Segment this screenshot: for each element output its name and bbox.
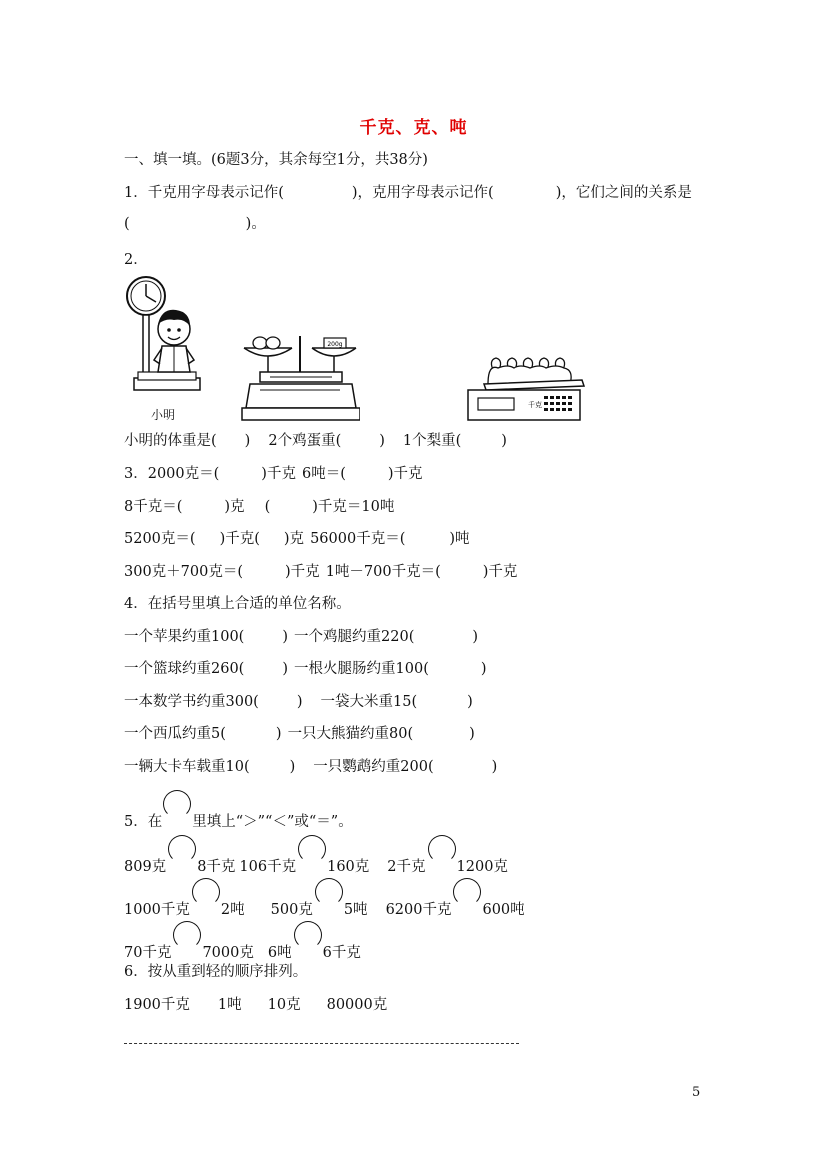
compare-circle-icon[interactable] xyxy=(173,921,201,949)
q4-l4-d: ) xyxy=(469,726,475,742)
q3-l3-d: 56000千克＝( xyxy=(310,531,406,547)
q5-l3-d: 6千克 xyxy=(322,945,361,961)
question-5-line-3 xyxy=(124,931,361,963)
q3-l1-a: 3．2000克＝( xyxy=(124,466,220,482)
q1-text-a: 1．千克用字母表示记作( xyxy=(124,185,284,201)
q4-l3-a: 一本数学书约重300( xyxy=(124,694,259,710)
q5-l1-b: 8千克 xyxy=(197,859,236,875)
q1-text-b: )，克用字母表示记作( xyxy=(351,185,494,201)
q2-close-1: ) xyxy=(244,433,251,449)
question-4-line-1 xyxy=(124,627,478,647)
q5-l3-b: 7000克 xyxy=(202,945,254,961)
compare-circle-icon[interactable] xyxy=(168,835,196,863)
question-2-number: 2． xyxy=(124,252,148,268)
balance-scale-illustration xyxy=(240,328,360,424)
q5-l1-d: 160克 xyxy=(327,859,370,875)
q5-l1-f: 1200克 xyxy=(456,859,508,875)
q3-l3-e: )吨 xyxy=(449,531,470,547)
q3-l2-b: )克 xyxy=(224,499,245,515)
q4-l2-b: ) xyxy=(282,661,289,677)
q3-l3-a: 5200克＝( xyxy=(124,531,196,547)
q4-l1-d: ) xyxy=(472,629,479,645)
q4-l2-a: 一个篮球约重260( xyxy=(124,661,245,677)
person-caption: 小明 xyxy=(151,408,176,422)
question-1-line-2 xyxy=(124,214,266,234)
q3-l4-c: 1吨－700千克＝( xyxy=(325,564,441,580)
q2-close-3: ) xyxy=(501,433,507,449)
q3-l2-a: 8千克＝( xyxy=(124,499,183,515)
q1-text-c: )，它们之间的关系是 xyxy=(555,185,692,201)
compare-circle-icon[interactable] xyxy=(315,878,343,906)
question-2-line xyxy=(124,431,507,451)
question-1-line-1 xyxy=(124,183,692,203)
q1-text-d: ( xyxy=(124,216,130,232)
q4-l4-c: 一只大熊猫约重80( xyxy=(287,726,414,742)
weight-label: 200g xyxy=(327,341,343,348)
q5-text-a: 5．在 xyxy=(124,814,163,830)
question-6-intro: 6．按从重到轻的顺序排列。 xyxy=(124,964,308,980)
page-number: 5 xyxy=(692,1085,701,1100)
question-3-line-2 xyxy=(124,497,394,517)
question-3-line-1 xyxy=(124,464,423,484)
q4-l4-a: 一个西瓜约重5( xyxy=(124,726,226,742)
q6-item-2: 1吨 xyxy=(217,997,242,1013)
question-4-line-4 xyxy=(124,724,475,744)
compare-circle-icon[interactable] xyxy=(453,878,481,906)
question-4-line-2 xyxy=(124,659,487,679)
question-4-line-5 xyxy=(124,757,497,777)
q5-l1-a: 809克 xyxy=(124,859,167,875)
q4-l3-d: ) xyxy=(467,694,473,710)
q3-l2-c: ( xyxy=(264,499,271,515)
page-title: 千克、克、吨 xyxy=(359,118,468,138)
compare-circle-icon[interactable] xyxy=(192,878,220,906)
q2-close-2: ) xyxy=(379,433,385,449)
q4-l2-d: ) xyxy=(480,661,487,677)
q5-l1-c: 106千克 xyxy=(239,859,297,875)
q3-l4-a: 300克＋700克＝( xyxy=(124,564,244,580)
q4-l3-b: ) xyxy=(296,694,303,710)
display-unit-label: 千克 xyxy=(528,401,542,409)
compare-circle-icon[interactable] xyxy=(298,835,326,863)
q4-l5-c: 一只鹦鹉约重200( xyxy=(313,759,434,775)
q5-l2-a: 1000千克 xyxy=(124,902,190,918)
question-3-line-3 xyxy=(124,529,470,549)
question-3-line-4 xyxy=(124,562,517,582)
q3-l1-b: )千克 xyxy=(261,466,296,482)
q4-l2-c: 一根火腿肠约重100( xyxy=(294,661,429,677)
q4-l1-c: 一个鸡腿约重220( xyxy=(294,629,415,645)
q3-l3-c: )克 xyxy=(283,531,305,547)
q6-item-4: 80000克 xyxy=(326,997,388,1013)
answer-line xyxy=(124,1043,519,1044)
q5-l2-c: 500克 xyxy=(270,902,313,918)
q3-l1-d: )千克 xyxy=(387,466,423,482)
q5-l2-d: 5吨 xyxy=(343,902,368,918)
q5-l1-e: 2千克 xyxy=(387,859,426,875)
person-on-scale-illustration xyxy=(124,274,204,424)
question-5-line-1 xyxy=(124,845,508,877)
q3-l4-b: )千克 xyxy=(285,564,320,580)
q5-l2-f: 600吨 xyxy=(482,902,525,918)
compare-circle-icon[interactable] xyxy=(428,835,456,863)
question-6-items xyxy=(124,995,387,1015)
q2-pear: 1个梨重( xyxy=(402,433,462,449)
q2-body-weight: 小明的体重是( xyxy=(124,433,217,449)
q2-eggs: 2个鸡蛋重( xyxy=(268,433,342,449)
q4-l5-d: ) xyxy=(491,759,498,775)
q1-text-e: )。 xyxy=(245,216,266,232)
q5-l2-e: 6200千克 xyxy=(385,902,452,918)
q5-l2-b: 2吨 xyxy=(220,902,245,918)
q4-l1-b: ) xyxy=(282,629,289,645)
q6-item-1: 1900千克 xyxy=(124,997,190,1013)
q4-l5-a: 一辆大卡车载重10( xyxy=(124,759,250,775)
q3-l3-b: )千克( xyxy=(219,531,260,547)
q4-l3-c: 一袋大米重15( xyxy=(320,694,418,710)
q4-l4-b: ) xyxy=(275,726,282,742)
q5-l3-c: 6吨 xyxy=(267,945,292,961)
q5-l3-a: 70千克 xyxy=(124,945,172,961)
q3-l2-d: )千克＝10吨 xyxy=(312,499,395,515)
question-5-intro xyxy=(124,800,353,832)
q6-item-3: 10克 xyxy=(267,997,301,1013)
q4-l1-a: 一个苹果约重100( xyxy=(124,629,245,645)
question-4-intro: 4．在括号里填上合适的单位名称。 xyxy=(124,596,351,612)
q3-l4-d: )千克 xyxy=(482,564,518,580)
digital-scale-illustration xyxy=(464,350,588,422)
q4-l5-b: ) xyxy=(289,759,296,775)
question-4-line-3 xyxy=(124,692,473,712)
q3-l1-c: 6吨＝( xyxy=(301,466,346,482)
question-5-line-2 xyxy=(124,888,525,920)
q5-text-b: 里填上“＞”“＜”或“＝”。 xyxy=(192,814,353,830)
section-heading: 一、填一填。(6题3分，其余每空1分，共38分) xyxy=(124,152,428,168)
compare-circle-icon[interactable] xyxy=(294,921,322,949)
compare-circle-icon xyxy=(163,790,191,818)
